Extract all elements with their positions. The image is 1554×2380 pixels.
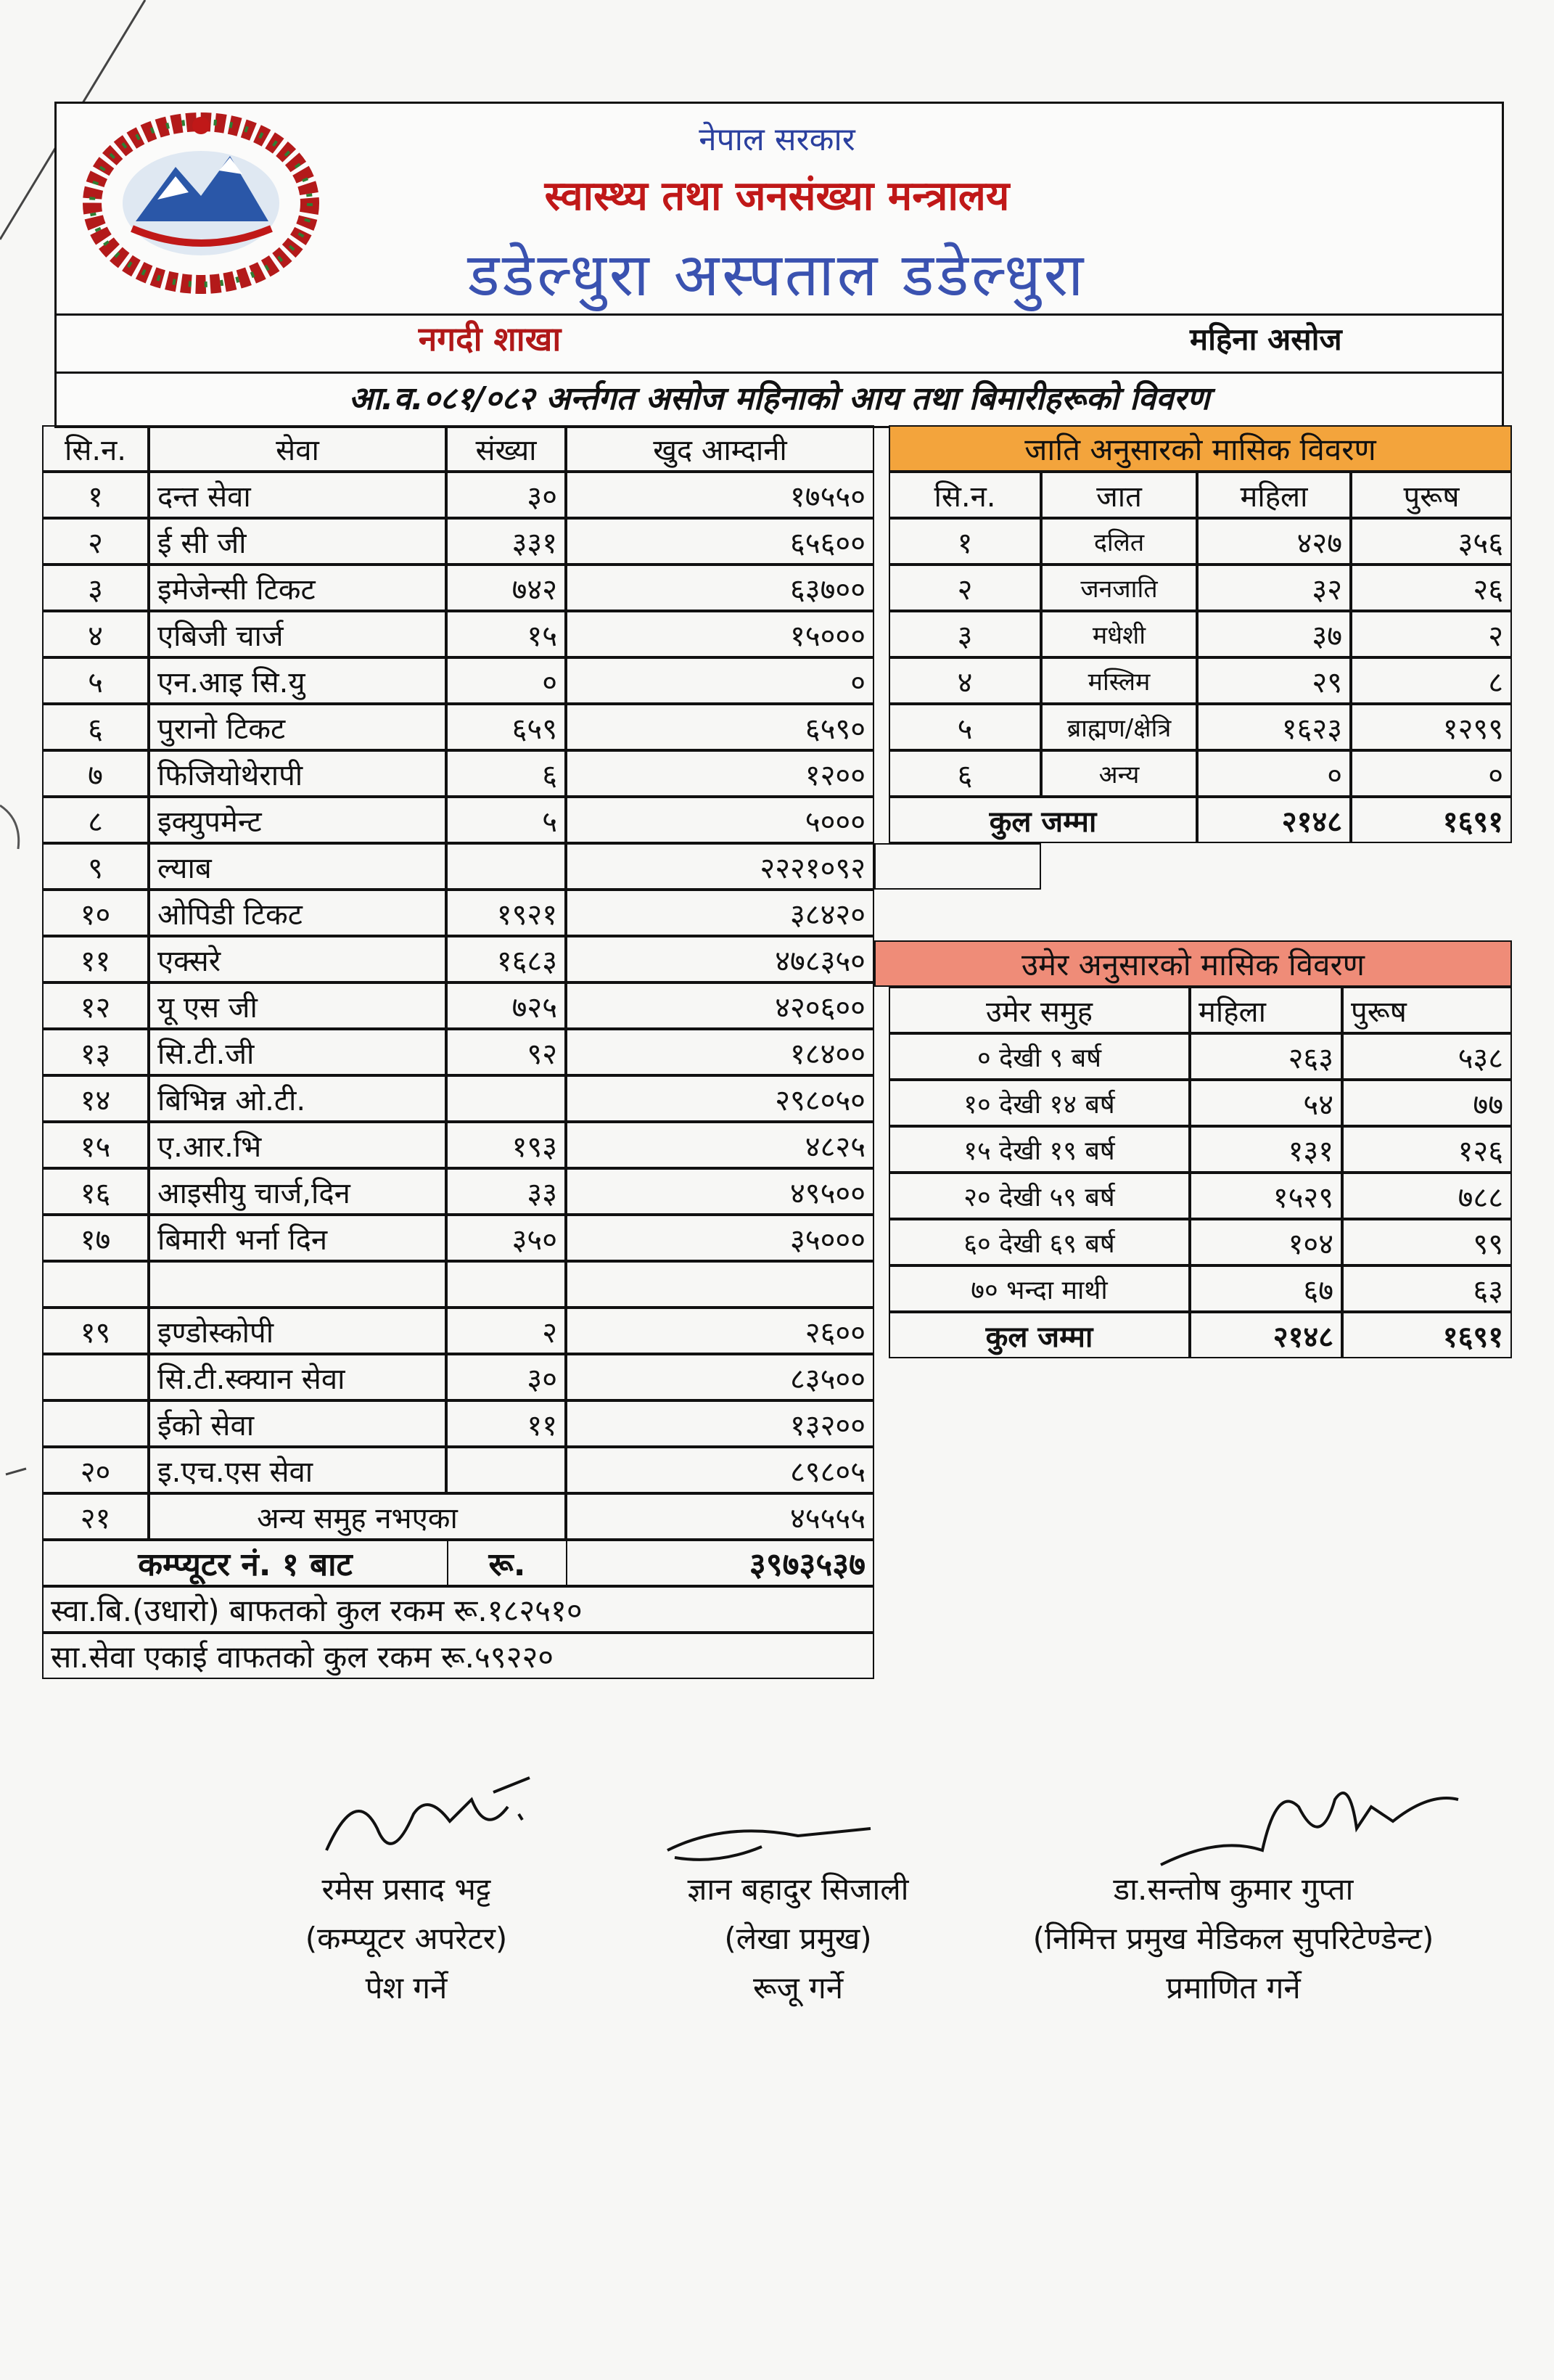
service-sn: ६ (42, 704, 149, 750)
caste-sn: १ (889, 518, 1041, 565)
computer-total-value: ३९७३५३७ (566, 1540, 874, 1586)
service-count: २ (446, 1308, 566, 1354)
age-group: ० देखी ९ बर्ष (889, 1033, 1190, 1080)
caste-male: ० (1351, 750, 1512, 797)
age-male: ५३८ (1342, 1033, 1512, 1080)
service-sn: १३ (42, 1029, 149, 1075)
service-count: ५ (446, 797, 566, 843)
signature-block-3 (921, 1865, 1545, 2013)
caste-female: ३७ (1197, 611, 1351, 657)
service-sn: ४ (42, 611, 149, 657)
service-name: दन्त सेवा (149, 472, 446, 518)
age-female: ६७ (1190, 1265, 1342, 1312)
service-income (566, 1261, 874, 1308)
caste-female: १६२३ (1197, 704, 1351, 750)
caste-name: ब्राह्मण/क्षेत्रि (1041, 704, 1197, 750)
service-count: ३३ (446, 1168, 566, 1215)
government-title: नेपाल सरकार (699, 121, 855, 158)
signer-name: डा.सन्तोष कुमार गुप्ता (1113, 1871, 1354, 1907)
service-count: ७२५ (446, 982, 566, 1029)
service-sn: ३ (42, 565, 149, 611)
signature-scribble-2 (653, 1814, 885, 1872)
signer-role: (निमित्त प्रमुख मेडिकल सुपरिटेण्डेन्ट) (1032, 1921, 1434, 1956)
service-sn: ८ (42, 797, 149, 843)
service-sn: २ (42, 518, 149, 565)
service-count: ७४२ (446, 565, 566, 611)
service-count: १६८३ (446, 936, 566, 982)
caste-male: १२९९ (1351, 704, 1512, 750)
signer-action: पेश गर्ने (365, 1970, 448, 2006)
service-income: १२०० (566, 750, 874, 797)
service-count: ११ (446, 1400, 566, 1447)
age-header-male: पुरूष (1342, 987, 1512, 1033)
service-name: सि.टी.स्क्यान सेवा (149, 1354, 446, 1400)
service-name: अन्य समुह नभएका (149, 1493, 566, 1540)
caste-female: ० (1197, 750, 1351, 797)
service-name: बिमारी भर्ना दिन (149, 1215, 446, 1261)
caste-total-female: २१४८ (1197, 797, 1351, 843)
service-income: ५००० (566, 797, 874, 843)
caste-header-male: पुरूष (1351, 472, 1512, 518)
caste-header-caste: जात (1041, 472, 1197, 518)
hospital-title: डडेल्धुरा अस्पताल डडेल्धुरा (467, 241, 1087, 310)
col-header-income: खुद आम्दानी (566, 425, 874, 472)
service-name: आइसीयु चार्ज,दिन (149, 1168, 446, 1215)
service-sn (42, 1261, 149, 1308)
age-header-female: महिला (1190, 987, 1342, 1033)
caste-male: ३५६ (1351, 518, 1512, 565)
col-header-count: संख्या (446, 425, 566, 472)
service-income: ४५५५५ (566, 1493, 874, 1540)
service-count: ६५९ (446, 704, 566, 750)
service-sn: २० (42, 1447, 149, 1493)
service-sn (42, 1400, 149, 1447)
service-income: १३२०० (566, 1400, 874, 1447)
month-label: महिना असोज (1190, 321, 1342, 357)
age-male: ७८८ (1342, 1173, 1512, 1219)
service-name (149, 1261, 446, 1308)
service-count: १९२१ (446, 890, 566, 936)
caste-name: मस्लिम (1041, 657, 1197, 704)
age-total-female: २१४८ (1190, 1312, 1342, 1358)
service-sn: १९ (42, 1308, 149, 1354)
service-count: १५ (446, 611, 566, 657)
service-name: इमेजेन्सी टिकट (149, 565, 446, 611)
caste-total-label: कुल जम्मा (889, 797, 1197, 843)
service-count: ३० (446, 472, 566, 518)
col-header-service: सेवा (149, 425, 446, 472)
caste-name: जनजाति (1041, 565, 1197, 611)
age-female: ५४ (1190, 1080, 1342, 1126)
service-income: ८३५०० (566, 1354, 874, 1400)
caste-name: दलित (1041, 518, 1197, 565)
service-sn: ५ (42, 657, 149, 704)
caste-sn: ६ (889, 750, 1041, 797)
signer-action: रूजू गर्ने (752, 1970, 844, 2006)
service-income: ४९५०० (566, 1168, 874, 1215)
service-income: ० (566, 657, 874, 704)
caste-sn: ४ (889, 657, 1041, 704)
service-count: ३३१ (446, 518, 566, 565)
service-count: ६ (446, 750, 566, 797)
age-group: ७० भन्दा माथी (889, 1265, 1190, 1312)
age-female: १५२९ (1190, 1173, 1342, 1219)
service-income: २९८०५० (566, 1075, 874, 1122)
service-sn: १६ (42, 1168, 149, 1215)
age-male: ७७ (1342, 1080, 1512, 1126)
age-group: २० देखी ५९ बर्ष (889, 1173, 1190, 1219)
service-name: एन.आइ सि.यु (149, 657, 446, 704)
service-name: ए.आर.भि (149, 1122, 446, 1168)
age-male: १२६ (1342, 1126, 1512, 1173)
computer-total-label: कम्प्यूटर नं. १ बाट (42, 1540, 448, 1586)
service-income: २२२१०९२ (566, 843, 874, 890)
report-title: आ.व.०८१/०८२ अर्न्तगत असोज महिनाको आय तथा बिमारीहरूको विवरण (348, 380, 1210, 417)
service-count: ९२ (446, 1029, 566, 1075)
age-female: १०४ (1190, 1219, 1342, 1265)
service-income: १७५५० (566, 472, 874, 518)
service-name: ल्याब (149, 843, 446, 890)
social-service-total-line: सा.सेवा एकाई वाफतको कुल रकम रू.५९२२० (42, 1633, 874, 1679)
computer-total-currency: रू. (448, 1540, 566, 1586)
col-header-sn: सि.न. (42, 425, 149, 472)
caste-blank-cell (874, 843, 1041, 890)
caste-name: मधेशी (1041, 611, 1197, 657)
caste-name: अन्य (1041, 750, 1197, 797)
service-income: ४८२५ (566, 1122, 874, 1168)
service-name: यू एस जी (149, 982, 446, 1029)
age-total-male: १६९१ (1342, 1312, 1512, 1358)
service-sn: १ (42, 472, 149, 518)
service-name: इ.एच.एस सेवा (149, 1447, 446, 1493)
service-income: १८४०० (566, 1029, 874, 1075)
service-name: ई सी जी (149, 518, 446, 565)
service-name: एक्सरे (149, 936, 446, 982)
service-sn (42, 1354, 149, 1400)
caste-male: ८ (1351, 657, 1512, 704)
service-income: ८९८०५ (566, 1447, 874, 1493)
signer-name: रमेस प्रसाद भट्ट (321, 1871, 491, 1907)
caste-sn: ३ (889, 611, 1041, 657)
service-income: ६३७०० (566, 565, 874, 611)
service-count: ० (446, 657, 566, 704)
age-group: १५ देखी १९ बर्ष (889, 1126, 1190, 1173)
service-sn: १४ (42, 1075, 149, 1122)
caste-header-female: महिला (1197, 472, 1351, 518)
service-count (446, 1261, 566, 1308)
service-name: एबिजी चार्ज (149, 611, 446, 657)
signer-name: ज्ञान बहादुर सिजाली (687, 1871, 909, 1907)
ministry-title: स्वास्थ्य तथा जनसंख्या मन्त्रालय (544, 173, 1010, 220)
service-sn: ७ (42, 750, 149, 797)
caste-female: ३२ (1197, 565, 1351, 611)
service-income: ३५००० (566, 1215, 874, 1261)
service-sn: १० (42, 890, 149, 936)
service-income: ३८४२० (566, 890, 874, 936)
age-group: १० देखी १४ बर्ष (889, 1080, 1190, 1126)
service-income: ४२०६०० (566, 982, 874, 1029)
caste-male: २ (1351, 611, 1512, 657)
caste-total-male: १६९१ (1351, 797, 1512, 843)
service-sn: ९ (42, 843, 149, 890)
service-count (446, 1447, 566, 1493)
caste-table-title: जाति अनुसारको मासिक विवरण (889, 425, 1512, 472)
service-name: इण्डोस्कोपी (149, 1308, 446, 1354)
service-count (446, 843, 566, 890)
service-income: ६५६०० (566, 518, 874, 565)
caste-sn: २ (889, 565, 1041, 611)
age-male: ६३ (1342, 1265, 1512, 1312)
caste-male: २६ (1351, 565, 1512, 611)
service-income: ४७८३५० (566, 936, 874, 982)
branch-label: नगदी शाखा (418, 319, 562, 358)
service-name: फिजियोथेरापी (149, 750, 446, 797)
service-count: १९३ (446, 1122, 566, 1168)
age-female: २६३ (1190, 1033, 1342, 1080)
age-group: ६० देखी ६९ बर्ष (889, 1219, 1190, 1265)
caste-female: २९ (1197, 657, 1351, 704)
service-name: बिभिन्न ओ.टी. (149, 1075, 446, 1122)
service-count: ३५० (446, 1215, 566, 1261)
service-sn: १५ (42, 1122, 149, 1168)
signer-role: (कम्प्यूटर अपरेटर) (305, 1921, 508, 1956)
service-sn: २१ (42, 1493, 149, 1540)
service-sn: १७ (42, 1215, 149, 1261)
age-female: १३१ (1190, 1126, 1342, 1173)
service-income: १५००० (566, 611, 874, 657)
service-count: ३० (446, 1354, 566, 1400)
service-name: ईको सेवा (149, 1400, 446, 1447)
service-count (446, 1075, 566, 1122)
age-total-label: कुल जम्मा (889, 1312, 1190, 1358)
service-name: इक्युपमेन्ट (149, 797, 446, 843)
age-table-title: उमेर अनुसारको मासिक विवरण (874, 940, 1512, 987)
caste-sn: ५ (889, 704, 1041, 750)
service-name: सि.टी.जी (149, 1029, 446, 1075)
age-header-group: उमेर समुह (889, 987, 1190, 1033)
signer-action: प्रमाणित गर्ने (1166, 1970, 1301, 2006)
service-sn: १२ (42, 982, 149, 1029)
caste-header-sn: सि.न. (889, 472, 1041, 518)
service-name: ओपिडी टिकट (149, 890, 446, 936)
service-income: २६०० (566, 1308, 874, 1354)
credit-total-line: स्वा.बि.(उधारो) बाफतको कुल रकम रू.१८२५१० (42, 1586, 874, 1633)
divider (54, 372, 1504, 374)
service-name: पुरानो टिकट (149, 704, 446, 750)
service-sn: ११ (42, 936, 149, 982)
signer-role: (लेखा प्रमुख) (724, 1921, 872, 1956)
signature-scribble-1 (312, 1770, 544, 1879)
age-male: ९९ (1342, 1219, 1512, 1265)
caste-female: ४२७ (1197, 518, 1351, 565)
service-income: ६५९० (566, 704, 874, 750)
